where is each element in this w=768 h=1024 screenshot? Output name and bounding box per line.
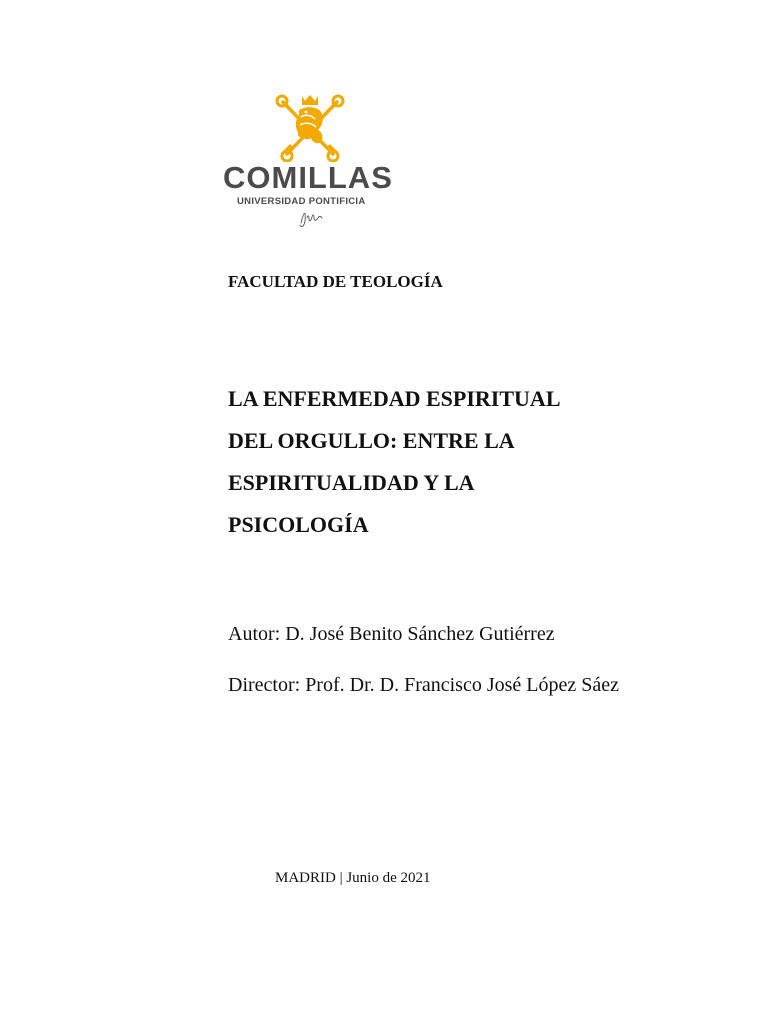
title-line: DEL ORGULLO: ENTRE LA [228, 428, 515, 453]
title-line: PSICOLOGÍA [228, 512, 369, 537]
faculty-name: FACULTAD DE TEOLOGÍA [228, 272, 443, 291]
title-line: LA ENFERMEDAD ESPIRITUAL [228, 386, 561, 411]
crowned-lion-crossed-keys-icon [275, 92, 345, 162]
logo-wordmark: COMILLAS [223, 160, 393, 195]
logo-subtitle: UNIVERSIDAD PONTIFICIA [237, 196, 366, 207]
title-line: ESPIRITUALIDAD Y LA [228, 470, 475, 495]
university-logo [220, 86, 405, 236]
director-line: Director: Prof. Dr. D. Francisco José López Sáez [228, 674, 619, 696]
thesis-title [228, 378, 668, 546]
author-line: Autor: D. José Benito Sánchez Gutiérrez [228, 623, 555, 645]
place-date-line: MADRID | Junio de 2021 [275, 870, 431, 886]
signature-icon [298, 207, 324, 229]
